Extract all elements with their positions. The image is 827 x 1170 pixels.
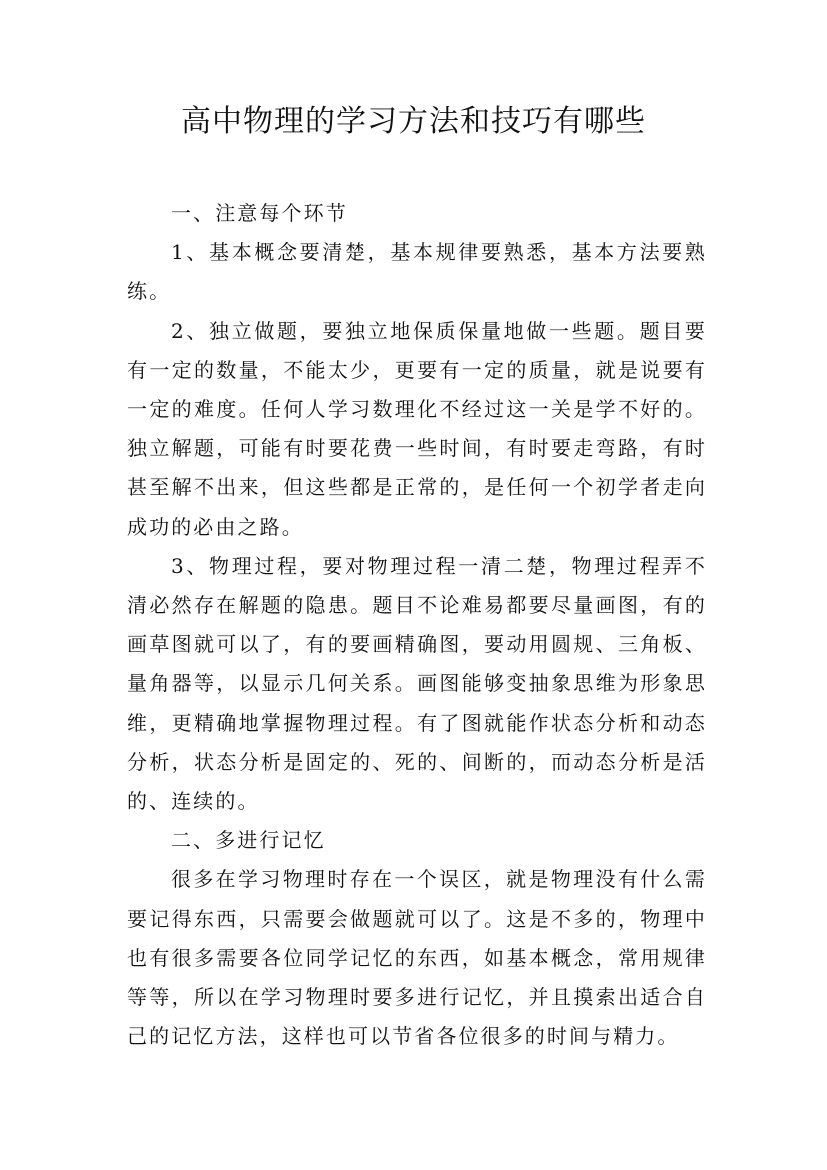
document-body	[127, 194, 707, 1056]
section-heading-2: 二、多进行记忆	[171, 828, 326, 853]
document-title: 高中物理的学习方法和技巧有哪些	[181, 104, 646, 139]
paragraph-3: 3、物理过程，要对物理过程一清二楚，物理过程弄不清必然存在解题的隐患。题目不论难易都要尽量画图，有的画草图就可以了，有的要画精确图，要动用圆规、三角板、量角器等，以显示几何关系。画图能够变抽象思维为形象思维，更精确地掌握物理过程。有了图就能作状态分析和动态分析，状态分析是固定的、死的、间断的，而动态分析是活的、连续的。	[127, 553, 707, 814]
section-heading-1: 一、注意每个环节	[171, 201, 348, 225]
paragraph-1: 1、基本概念要清楚，基本规律要熟悉，基本方法要熟练。	[127, 240, 707, 304]
paragraph-2: 2、独立做题，要独立地保质保量地做一些题。题目要有一定的数量，不能太少，更要有一定的质量，就是说要有一定的难度。任何人学习数理化不经过这一关是学不好的。独立解题，可能有时要花费一些时间，有时要走弯路，有时甚至解不出来，但这些都是正常的，是任何一个初学者走向成功的必由之路。	[127, 318, 707, 539]
paragraph-4: 很多在学习物理时存在一个误区，就是物理没有什么需要记得东西，只需要会做题就可以了。这是不多的，物理中也有很多需要各位同学记忆的东西，如基本概念，常用规律等等，所以在学习物理时要多进行记忆，并且摸索出适合自己的记忆方法，这样也可以节省各位很多的时间与精力。	[127, 867, 707, 1049]
